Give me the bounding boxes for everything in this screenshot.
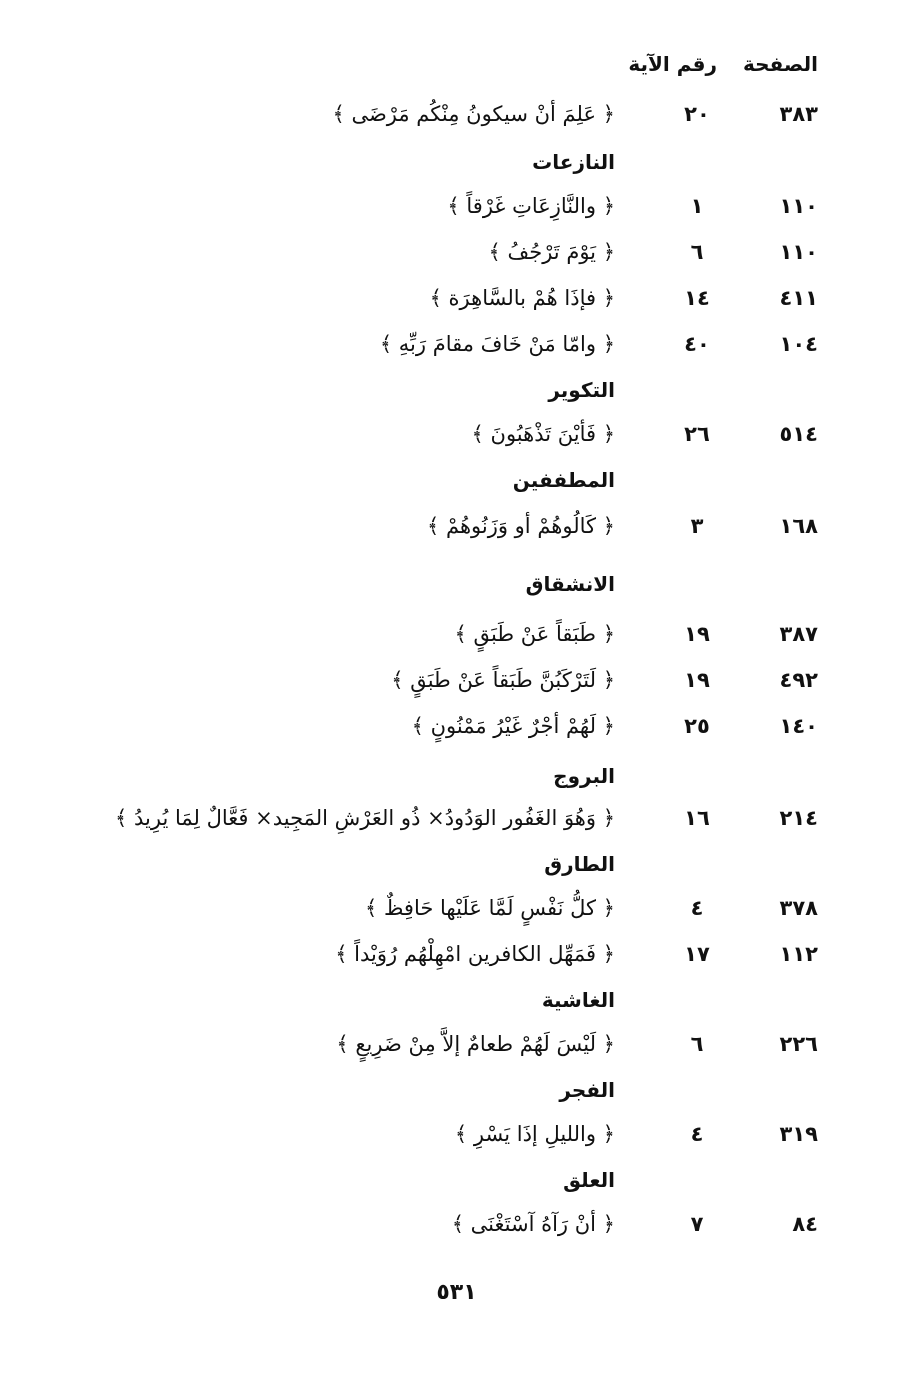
page-ref: ٢١٤ bbox=[779, 806, 818, 830]
page-ref: ١٦٨ bbox=[779, 514, 818, 538]
verse-text: ﴿ كلُّ نَفْسٍ لَمَّا عَلَيْها حَافِظٌ ﴾ bbox=[365, 896, 615, 920]
index-row bbox=[0, 1116, 913, 1160]
verse-text: ﴿ والنَّازِعَاتِ غَرْقاً ﴾ bbox=[447, 194, 615, 218]
surah-heading: الفجر bbox=[559, 1078, 615, 1102]
surah-heading: الغاشية bbox=[541, 988, 615, 1012]
index-row bbox=[0, 708, 913, 752]
index-row bbox=[0, 936, 913, 980]
page-ref: ٣١٩ bbox=[779, 1122, 818, 1146]
surah-heading: التكوير bbox=[548, 378, 615, 402]
ayah-number: ١٩ bbox=[684, 622, 710, 646]
page-ref: ١١٢ bbox=[779, 942, 818, 966]
page-ref: ١١٠ bbox=[779, 194, 818, 218]
verse-text: ﴿ فإذَا هُمْ بالسَّاهِرَة ﴾ bbox=[429, 286, 615, 310]
surah-heading: الطارق bbox=[544, 852, 615, 876]
index-row bbox=[0, 1026, 913, 1070]
ayah-number: ١٤ bbox=[684, 286, 710, 310]
verse-text: ﴿ عَلِمَ أنْ سيكونُ مِنْكُم مَرْضَى ﴾ bbox=[332, 102, 615, 126]
page-column-header: الصفحة bbox=[742, 52, 818, 76]
verse-text: ﴿ فَمَهِّل الكافرين امْهِلْهُم رُوَيْداً ﴾ bbox=[335, 942, 615, 966]
verse-text: ﴿ كَالُوهُمْ أو وَزَنُوهُمْ ﴾ bbox=[426, 514, 615, 538]
surah-heading: النازعات bbox=[532, 150, 615, 174]
surah-heading: العلق bbox=[563, 1168, 615, 1192]
page-ref: ٤٩٢ bbox=[779, 668, 818, 692]
index-row bbox=[0, 234, 913, 278]
ayah-number: ٤٠ bbox=[684, 332, 710, 356]
index-row bbox=[0, 800, 913, 844]
verse-text: ﴿ لَتَرْكَبُنَّ طَبَقاً عَنْ طَبَقٍ ﴾ bbox=[391, 668, 615, 692]
verse-text: ﴿ لَيْسَ لَهُمْ طعامٌ إلاَّ مِنْ ضَرِيعٍ ﴾ bbox=[336, 1032, 615, 1056]
index-row bbox=[0, 890, 913, 934]
surah-heading: البروج bbox=[553, 764, 615, 788]
verse-text: ﴿ والليلِ إذَا يَسْرِ ﴾ bbox=[454, 1122, 615, 1146]
ayah-number: ٢٦ bbox=[684, 422, 710, 446]
page-ref: ٣٧٨ bbox=[779, 896, 818, 920]
verse-text: ﴿ طَبَقاً عَنْ طَبَقٍ ﴾ bbox=[454, 622, 615, 646]
surah-heading: المطففين bbox=[512, 468, 615, 492]
verse-text: ﴿ فَأيْنَ تَذْهَبُونَ ﴾ bbox=[471, 422, 615, 446]
ayah-number: ٦ bbox=[690, 1032, 704, 1056]
ayah-number: ٤ bbox=[690, 896, 704, 920]
page-ref: ٣٨٣ bbox=[779, 102, 818, 126]
index-row bbox=[0, 280, 913, 324]
ayah-column-header: رقم الآية bbox=[628, 52, 717, 76]
index-row bbox=[0, 1206, 913, 1250]
page-number: ٥٣١ bbox=[436, 1280, 477, 1305]
ayah-number: ٣ bbox=[690, 514, 704, 538]
page-ref: ١٠٤ bbox=[779, 332, 818, 356]
surah-heading: الانشقاق bbox=[525, 572, 615, 596]
index-row bbox=[0, 616, 913, 660]
index-row bbox=[0, 96, 913, 140]
index-row bbox=[0, 508, 913, 552]
verse-text: ﴿ وَهُوَ الغَفُور الوَدُودُ× ذُو العَرْشِ المَجِيد× فَعَّالٌ لِمَا يُرِيدُ ﴾ bbox=[115, 806, 615, 830]
ayah-number: ٦ bbox=[690, 240, 704, 264]
index-row bbox=[0, 662, 913, 706]
ayah-number: ١ bbox=[690, 194, 704, 218]
index-row bbox=[0, 188, 913, 232]
page-ref: ٤١١ bbox=[779, 286, 818, 310]
index-row bbox=[0, 416, 913, 460]
page-ref: ١١٠ bbox=[779, 240, 818, 264]
page-ref: ٣٨٧ bbox=[779, 622, 818, 646]
index-row bbox=[0, 326, 913, 370]
ayah-number: ١٦ bbox=[684, 806, 710, 830]
ayah-number: ١٩ bbox=[684, 668, 710, 692]
verse-text: ﴿ أنْ رَآهُ آسْتَغْنَى ﴾ bbox=[451, 1212, 615, 1236]
page-ref: ٨٤ bbox=[792, 1212, 818, 1236]
page-ref: ٥١٤ bbox=[779, 422, 818, 446]
verse-text: ﴿ وامّا مَنْ خَافَ مقامَ رَبِّهِ ﴾ bbox=[379, 332, 615, 356]
ayah-number: ١٧ bbox=[684, 942, 710, 966]
ayah-number: ٤ bbox=[690, 1122, 704, 1146]
verse-text: ﴿ لَهُمْ أجْرٌ غَيْرُ مَمْنُونٍ ﴾ bbox=[411, 714, 615, 738]
page-ref: ٢٢٦ bbox=[779, 1032, 818, 1056]
ayah-number: ٢٥ bbox=[684, 714, 710, 738]
ayah-number: ٢٠ bbox=[684, 102, 710, 126]
verse-text: ﴿ يَوْمَ تَرْجُفُ ﴾ bbox=[488, 240, 615, 264]
page-ref: ١٤٠ bbox=[779, 714, 818, 738]
ayah-number: ٧ bbox=[690, 1212, 704, 1236]
